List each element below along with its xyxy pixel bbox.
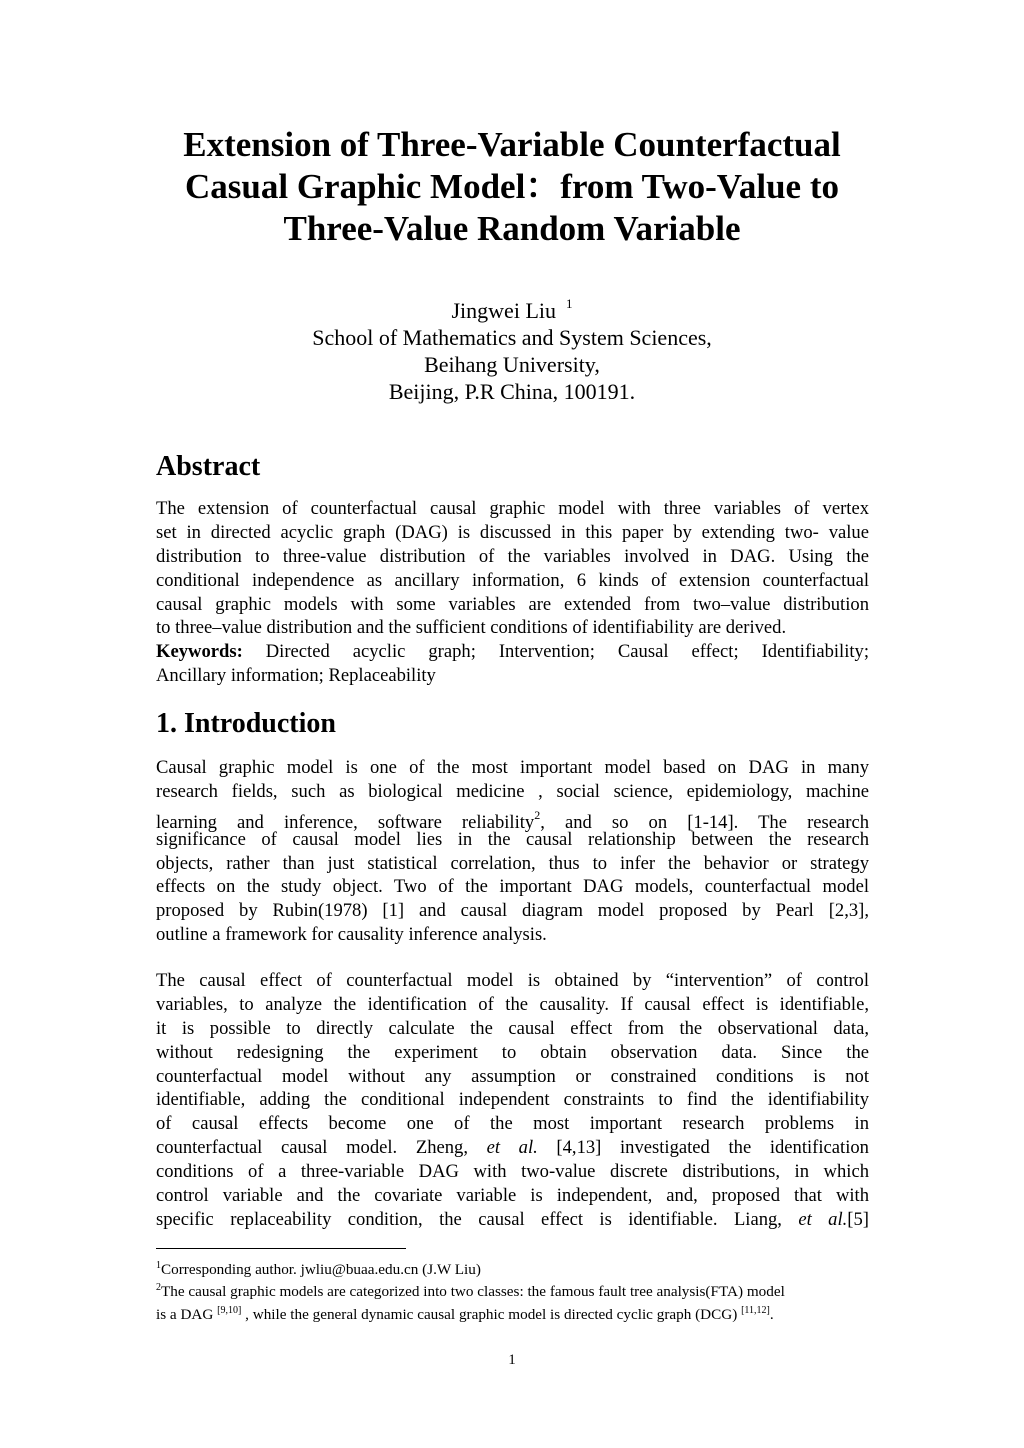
paragraph-line: counterfactual model without any assumption or constrained conditions is not	[156, 1065, 869, 1087]
paragraph-line: research fields, such as biological medicine , social science, epidemiology, machine	[156, 780, 869, 802]
affiliation-line: School of Mathematics and System Sciences,	[312, 325, 712, 350]
author-name: Jingwei Liu	[451, 298, 556, 323]
paragraph-line: objects, rather than just statistical correlation, thus to infer the behavior or strategy	[156, 852, 869, 874]
abstract-line: causal graphic models with some variables are extended from two–value distribution	[156, 593, 869, 615]
abstract-line: The extension of counterfactual causal graphic model with three variables of vertex	[156, 498, 869, 519]
author-block	[212, 290, 812, 405]
footnote-ref: [9,10]	[217, 1305, 242, 1316]
text-run: , and so on [1-14]. The research	[540, 811, 869, 833]
footnote-divider	[156, 1248, 406, 1249]
keywords-line: Ancillary information; Replaceability	[156, 664, 436, 686]
paragraph-line: of causal effects become one of the most important research problems in	[156, 1113, 869, 1135]
footnote-mark: 1	[156, 1260, 161, 1271]
text-run: learning and inference, software reliability	[156, 811, 535, 833]
intro-paragraph-1	[156, 756, 869, 947]
paragraph-line: significance of causal model lies in the causal relationship between the research	[156, 828, 869, 850]
footnote-text: , while the general dynamic causal graphic model is directed cyclic graph (DCG)	[241, 1306, 742, 1323]
abstract-line: conditional independence as ancillary information, 6 kinds of extension counterfactual	[156, 569, 869, 591]
introduction-heading: 1. Introduction	[156, 708, 336, 739]
text-run: [4,13] investigated the identification	[537, 1137, 869, 1159]
footnote-ref: 2	[534, 807, 541, 822]
paragraph-line: control variable and the covariate variable is independent, and, proposed that with	[156, 1185, 869, 1207]
footnote-text: is a DAG	[156, 1306, 218, 1323]
title-line: Three-Value Random Variable	[283, 209, 741, 248]
author-footnote-marker: 1	[566, 296, 573, 311]
text-run: counterfactual causal model. Zheng,	[156, 1137, 487, 1159]
paragraph-line: without redesigning the experiment to obtain observation data. Since the	[156, 1041, 869, 1063]
abstract-line: set in directed acyclic graph (DAG) is discussed in this paper by extending two- value	[156, 521, 869, 543]
paragraph-line	[156, 1136, 869, 1160]
footnote-ref: [11,12]	[741, 1305, 770, 1316]
footnote-text: The causal graphic models are categorized into two classes: the famous fault tree analysis(FTA) model	[161, 1283, 785, 1300]
intro-paragraph-2	[156, 969, 869, 1232]
title-line: Extension of Three-Variable Counterfactual	[183, 125, 841, 164]
paragraph-line	[156, 1208, 869, 1232]
footnote-text: Corresponding author. jwliu@buaa.edu.cn (J.W Liu)	[161, 1261, 481, 1278]
paragraph-line: conditions of a three-variable DAG with two-value discrete distributions, in which	[156, 1161, 869, 1183]
paragraph-line: proposed by Rubin(1978) [1] and causal diagram model proposed by Pearl [2,3],	[156, 900, 869, 922]
paragraph-line: Causal graphic model is one of the most important model based on DAG in many	[156, 757, 869, 778]
paragraph-line: effects on the study object. Two of the important DAG models, counterfactual model	[156, 876, 869, 898]
affiliation-line: Beijing, P.R China, 100191.	[388, 379, 636, 404]
footnote-line	[156, 1256, 869, 1279]
abstract-line: to three–value distribution and the sufficient conditions of identifiability are derived.	[156, 617, 787, 639]
keywords-line	[156, 640, 869, 664]
paragraph-line: identifiable, adding the conditional independent constraints to find the identifiability	[156, 1089, 869, 1111]
footnote-mark: 2	[156, 1282, 161, 1293]
title-line: Casual Graphic Model：from Two-Value to	[185, 167, 839, 206]
paragraph-line	[156, 804, 869, 833]
text-run: [5]	[847, 1208, 869, 1230]
keywords	[156, 640, 869, 688]
footnote-1	[156, 1256, 869, 1279]
affiliation-line: Beihang University,	[424, 352, 600, 377]
author-line	[212, 290, 812, 324]
keywords-label: Keywords:	[156, 641, 243, 662]
paragraph-line: outline a framework for causality inference analysis.	[156, 924, 547, 946]
paragraph-line: it is possible to directly calculate the causal effect from the observational data,	[156, 1017, 869, 1039]
paragraph-line: variables, to analyze the identification of the causality. If causal effect is identifiable,	[156, 993, 869, 1015]
footnote-2	[156, 1278, 869, 1324]
footnote-line	[156, 1301, 869, 1324]
page-number: 1	[508, 1352, 516, 1368]
abstract-heading: Abstract	[156, 451, 261, 482]
abstract-text	[156, 497, 869, 640]
abstract-line: distribution to three-value distribution of the variables involved in DAG. Using the	[156, 545, 869, 567]
text-run: specific replaceability condition, the causal effect is identifiable. Liang,	[156, 1208, 799, 1230]
italic-text: et al.	[798, 1208, 848, 1230]
footnote-line	[156, 1278, 869, 1301]
keywords-text: Directed acyclic graph; Intervention; Causal effect; Identifiability;	[242, 641, 869, 662]
paragraph-line: The causal effect of counterfactual model is obtained by “intervention” of control	[156, 970, 869, 991]
italic-text: et al.	[486, 1137, 538, 1159]
paper-title	[150, 124, 874, 250]
footnote-text: .	[769, 1306, 774, 1323]
